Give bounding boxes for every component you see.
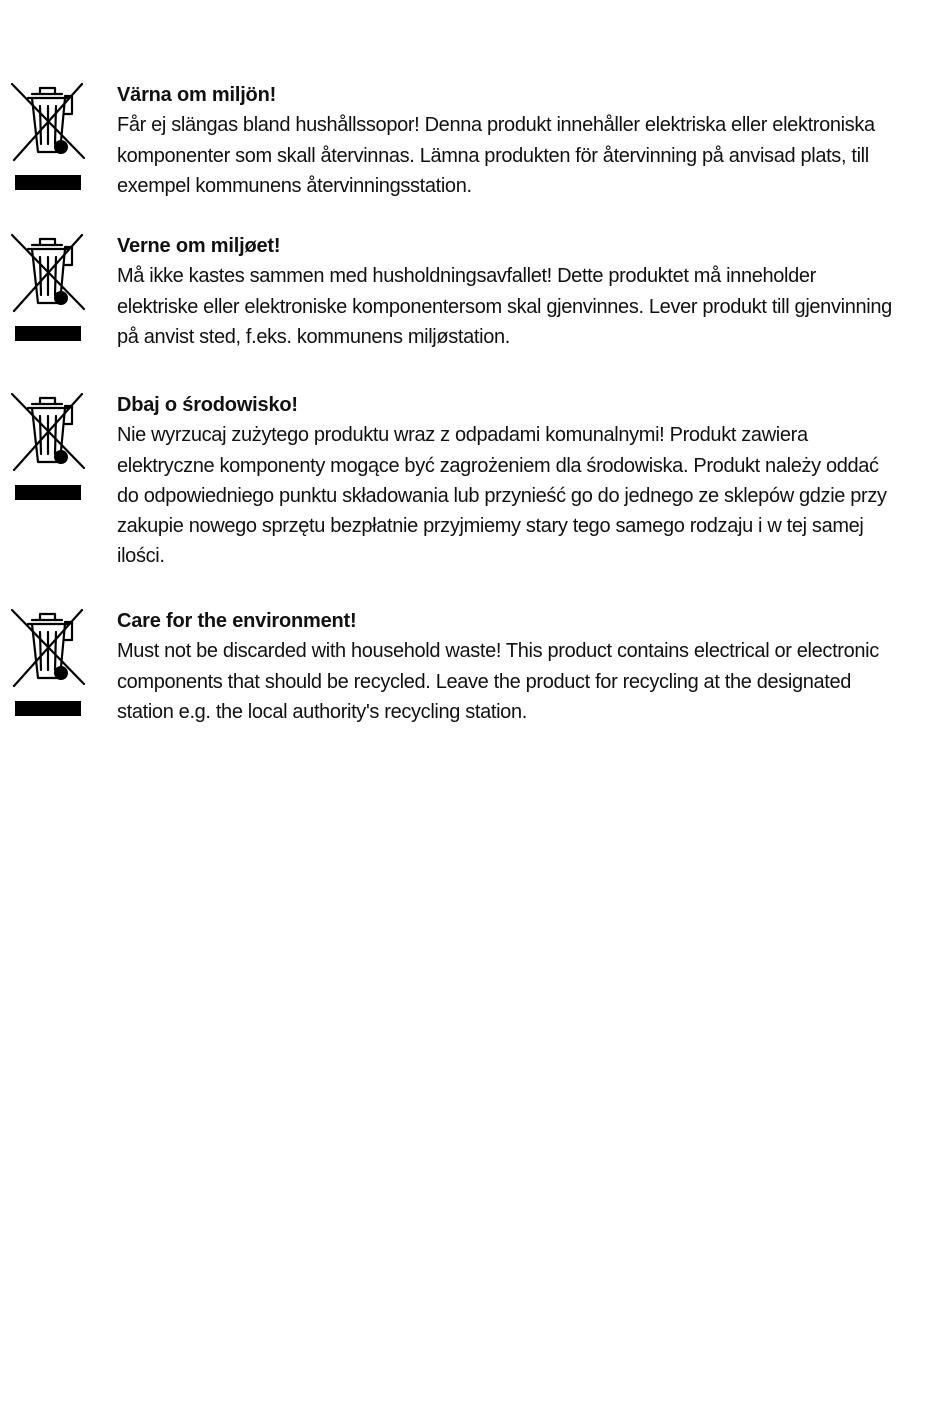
notice-body: Får ej slängas bland hushållssopor! Denna produkt innehåller elektriska eller elektroniska komponenter som skall återvinnas. Lämna produkten för återvinning på anvisad plats, till exempel kommunens återvinningsstation. <box>117 114 875 197</box>
crossed-out-wheelie-bin-icon <box>10 390 86 500</box>
crossed-out-wheelie-bin-icon <box>10 231 86 341</box>
notice-body: Nie wyrzucaj zużytego produktu wraz z odpadami komunalnymi! Produkt zawiera elektryczne komponenty mogące być zagrożeniem dla środowiska. Produkt należy oddać do odpowiedniego punktu składowania lub przynieść go do jednego ze sklepów gdzie przy zakupie nowego sprzętu bezpłatnie przyjmiemy stary tego samego rodzaju i w tej samej ilości. <box>117 424 887 568</box>
notice-text <box>117 390 892 572</box>
notice-text <box>117 80 892 201</box>
crossed-out-wheelie-bin-icon <box>10 606 86 716</box>
crossed-out-wheelie-bin-icon <box>10 80 86 190</box>
notice-heading: Care for the environment! <box>117 610 357 632</box>
notice-heading: Verne om miljøet! <box>117 235 281 257</box>
notice-body: Must not be discarded with household waste! This product contains electrical or electronic components that should be recycled. Leave the product for recycling at the designated station e.g. the local authority's recycling station. <box>117 640 879 723</box>
notice-heading: Värna om miljön! <box>117 84 277 106</box>
notice-body: Må ikke kastes sammen med husholdningsavfallet! Dette produktet må inneholder elektriske eller elektroniske komponentersom skal gjenvinnes. Lever produkt till gjenvinning på anvist sted, f.eks. kommunens miljøstation. <box>117 265 892 348</box>
notice-text <box>117 606 892 727</box>
notice-heading: Dbaj o środowisko! <box>117 394 298 416</box>
notice-text <box>117 231 892 352</box>
